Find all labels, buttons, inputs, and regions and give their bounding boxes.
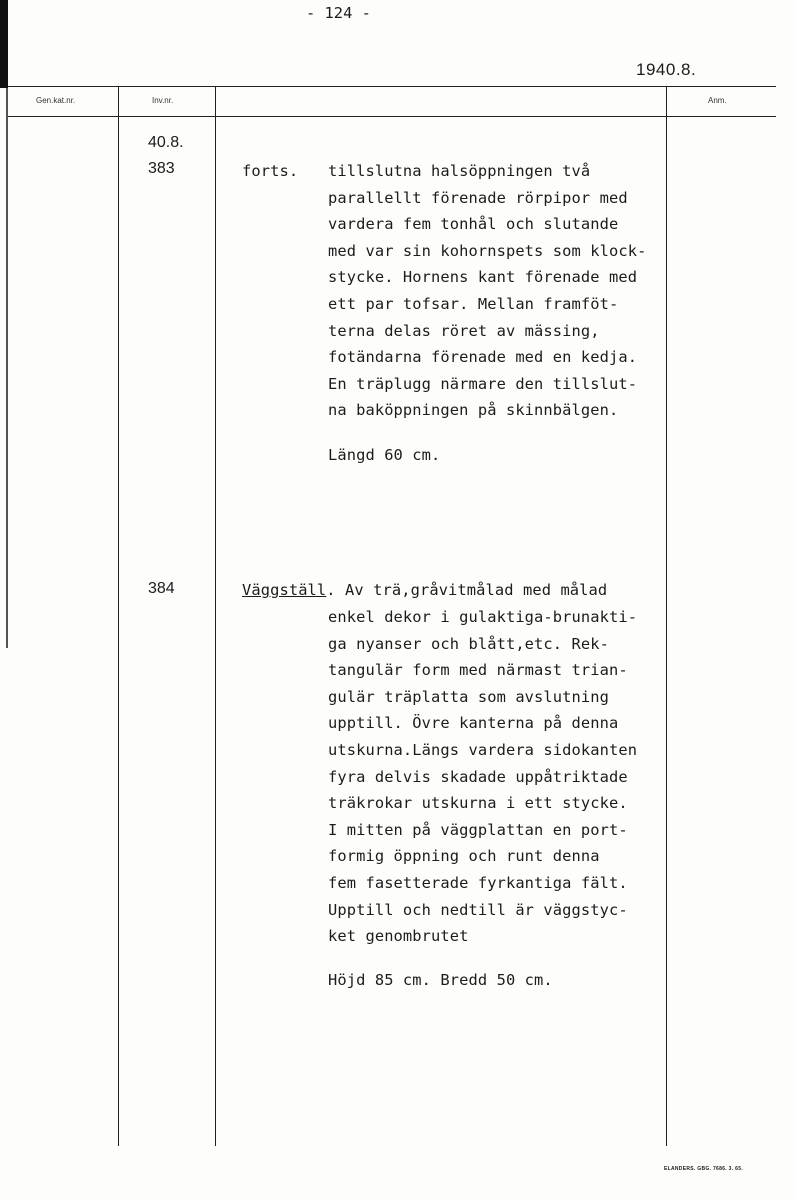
entry-383-line: stycke. Hornens kant förenade med xyxy=(328,268,638,287)
entry-383-line: ett par tofsar. Mellan framföt- xyxy=(328,294,619,313)
entry-383-line: tillslutna halsöppningen två xyxy=(328,162,591,180)
entry-384-line: ga nyanser och blått,etc. Rek- xyxy=(328,634,609,653)
entry-384-line: gulär träplatta som avslutning xyxy=(328,687,609,706)
entry-384-line: ket genombrutet xyxy=(328,927,469,946)
entry-384-line: formig öppning och runt denna xyxy=(328,847,600,866)
entry-383-line: med var sin kohornspets som klock- xyxy=(328,241,647,260)
page-number: - 124 - xyxy=(306,4,371,22)
entry-384-line: I mitten på väggplattan en port- xyxy=(328,820,628,839)
printer-mark: ELANDERS. GBG. 7686. 3. 65. xyxy=(664,1166,743,1172)
entry-384-line: tangulär form med närmast trian- xyxy=(328,661,628,680)
entry-384-inv-number: 384 xyxy=(148,580,175,597)
left-margin-bar xyxy=(0,0,8,88)
entry-384-line: fyra delvis skadade uppåtriktade xyxy=(328,767,628,786)
column-divider-inv xyxy=(118,86,119,1146)
column-divider-text xyxy=(215,86,216,1146)
entry-384-line: utskurna.Längs vardera sidokanten xyxy=(328,740,638,759)
entry-383-text xyxy=(328,158,646,424)
entry-384-line: upptill. Övre kanterna på denna xyxy=(328,714,619,733)
entry-384-measure: Höjd 85 cm. Bredd 50 cm. xyxy=(328,971,553,989)
left-margin-line xyxy=(6,88,8,648)
entry-383-line: terna delas röret av mässing, xyxy=(328,321,600,340)
entry-384-line: fem fasetterade fyrkantiga fält. xyxy=(328,873,628,892)
year-header: 1940.8. xyxy=(636,60,697,79)
entry-383-line: na baköppningen på skinnbälgen. xyxy=(328,401,619,420)
entry-383-line: vardera fem tonhål och slutande xyxy=(328,215,619,234)
entry-384-title: Väggställ xyxy=(242,581,327,599)
entry-383-line: parallellt förenade rörpipor med xyxy=(328,188,628,207)
header-top-rule xyxy=(8,86,776,87)
entry-384-title-continuation: . Av trä,gråvitmålad med målad xyxy=(326,581,608,599)
column-header-anm: Anm. xyxy=(708,96,727,105)
column-header-inv: Inv.nr. xyxy=(152,96,174,105)
entry-384-line: Upptill och nedtill är väggstyc- xyxy=(328,900,628,919)
entry-384-line: träkrokar utskurna i ett stycke. xyxy=(328,794,628,813)
entry-383-line: fotändarna förenade med en kedja. xyxy=(328,348,638,367)
entry-383-line: En träplugg närmare den tillslut- xyxy=(328,374,638,393)
entry-383-lead: forts. xyxy=(242,162,299,180)
entry-383-year: 40.8. xyxy=(148,134,184,151)
entry-384-line: enkel dekor i gulaktiga-brunakti- xyxy=(328,608,638,626)
column-divider-anm xyxy=(666,86,667,1146)
entry-383-inv-number: 383 xyxy=(148,160,175,177)
entry-384-first-line xyxy=(242,577,607,604)
entry-384-text xyxy=(328,604,637,950)
header-bottom-rule xyxy=(8,116,776,117)
entry-383-measure: Längd 60 cm. xyxy=(328,446,441,464)
column-header-gen-kat: Gen.kat.nr. xyxy=(36,96,76,105)
